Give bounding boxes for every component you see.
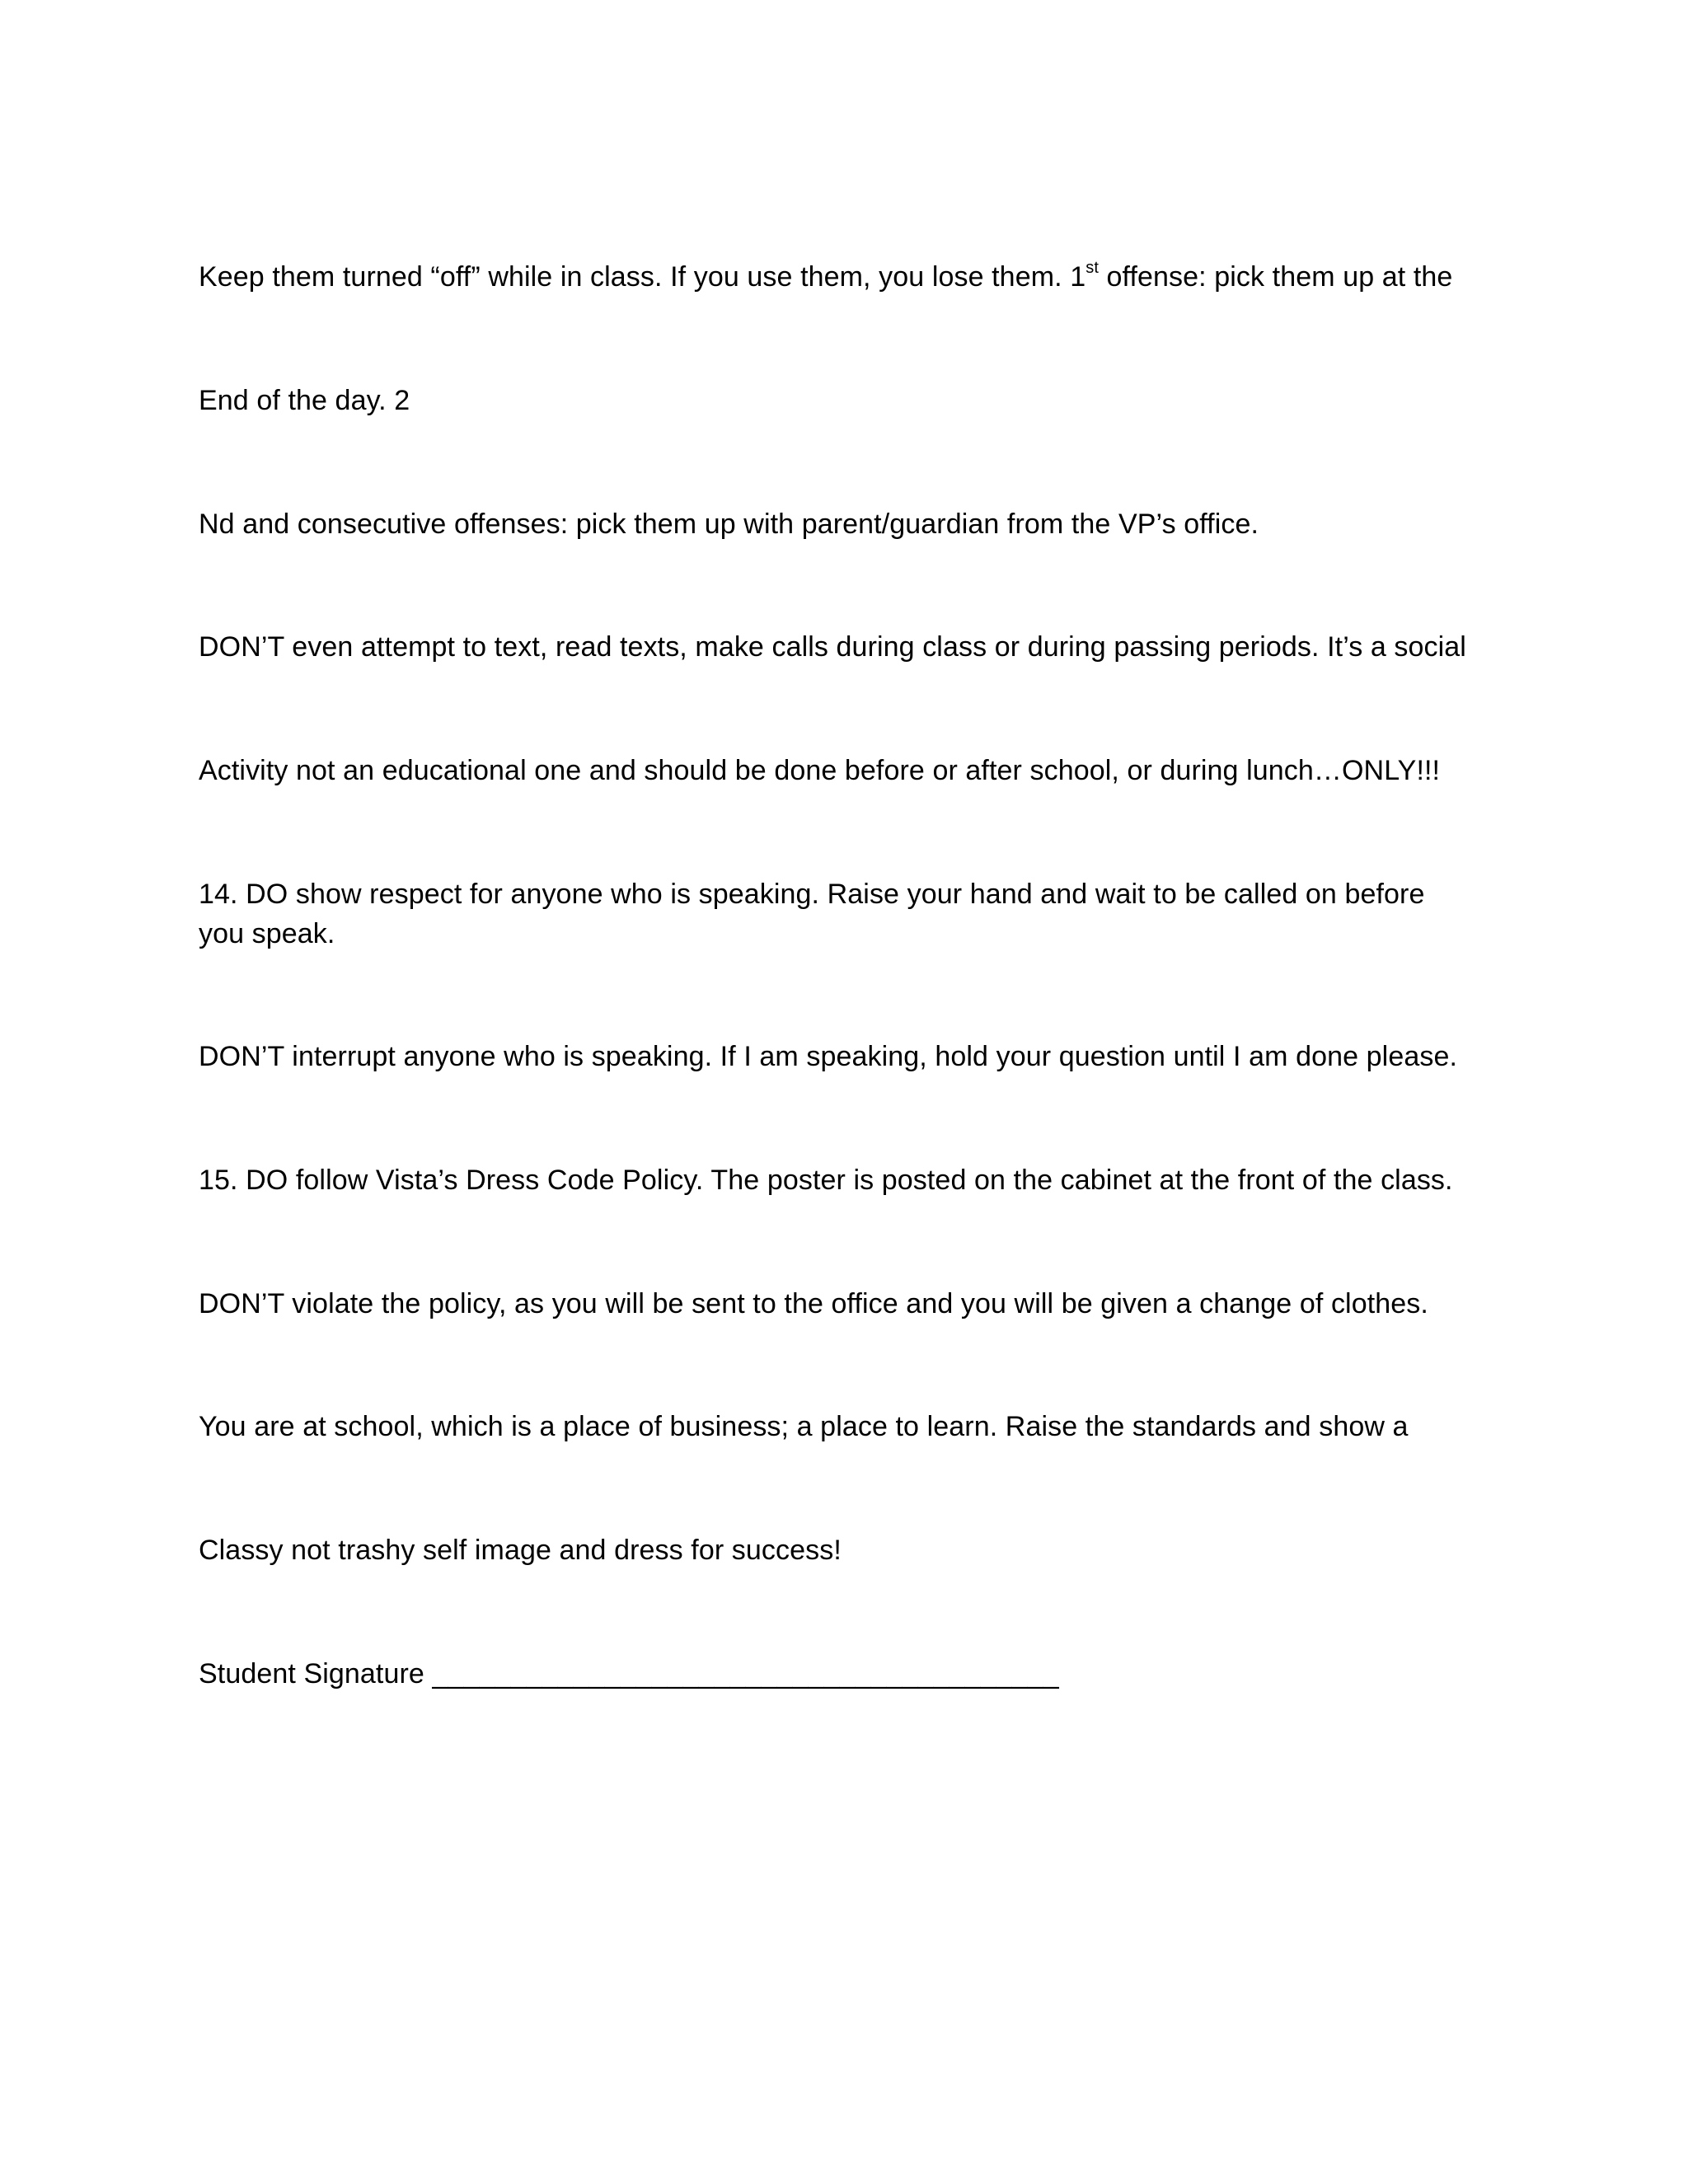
rule-line-place-of-business: You are at school, which is a place of business; a place to learn. Raise the standards and show a bbox=[199, 1411, 1409, 1442]
rule-line-dont-violate: DON’T violate the policy, as you will be sent to the office and you will be given a change of clothes. bbox=[199, 1288, 1428, 1319]
rule-line-dont-interrupt: DON’T interrupt anyone who is speaking. If I am speaking, hold your question until I am done please. bbox=[199, 1041, 1457, 1072]
rule-line-dress-for-success: Classy not trashy self image and dress for success! bbox=[199, 1535, 842, 1566]
signature-label: Student Signature bbox=[199, 1658, 424, 1690]
rule-14-show-respect: 14. DO show respect for anyone who is speaking. Raise your hand and wait to be called on before you speak. bbox=[199, 879, 1425, 949]
rule-line-phones-off bbox=[199, 257, 1517, 297]
student-signature-line bbox=[199, 1654, 1517, 1694]
line-text-pre: Keep them turned “off” while in class. If you use them, you lose them. 1 bbox=[199, 261, 1086, 293]
rule-line-end-of-day: End of the day. 2 bbox=[199, 385, 410, 416]
rule-15-dress-code: 15. DO follow Vista’s Dress Code Policy. The poster is posted on the cabinet at the front of the class. bbox=[199, 1165, 1453, 1196]
rule-line-dont-text: DON’T even attempt to text, read texts, make calls during class or during passing periods. It’s a social bbox=[199, 631, 1466, 663]
ordinal-superscript: st bbox=[1085, 258, 1099, 277]
line-text-post: offense: pick them up at the bbox=[1099, 261, 1453, 293]
rule-line-social-activity: Activity not an educational one and should be done before or after school, or during lunch…ONLY!!! bbox=[199, 755, 1441, 786]
rule-line-consecutive-offenses: Nd and consecutive offenses: pick them up with parent/guardian from the VP’s office. bbox=[199, 509, 1259, 540]
signature-blank: ________________________________________ bbox=[432, 1658, 1059, 1690]
